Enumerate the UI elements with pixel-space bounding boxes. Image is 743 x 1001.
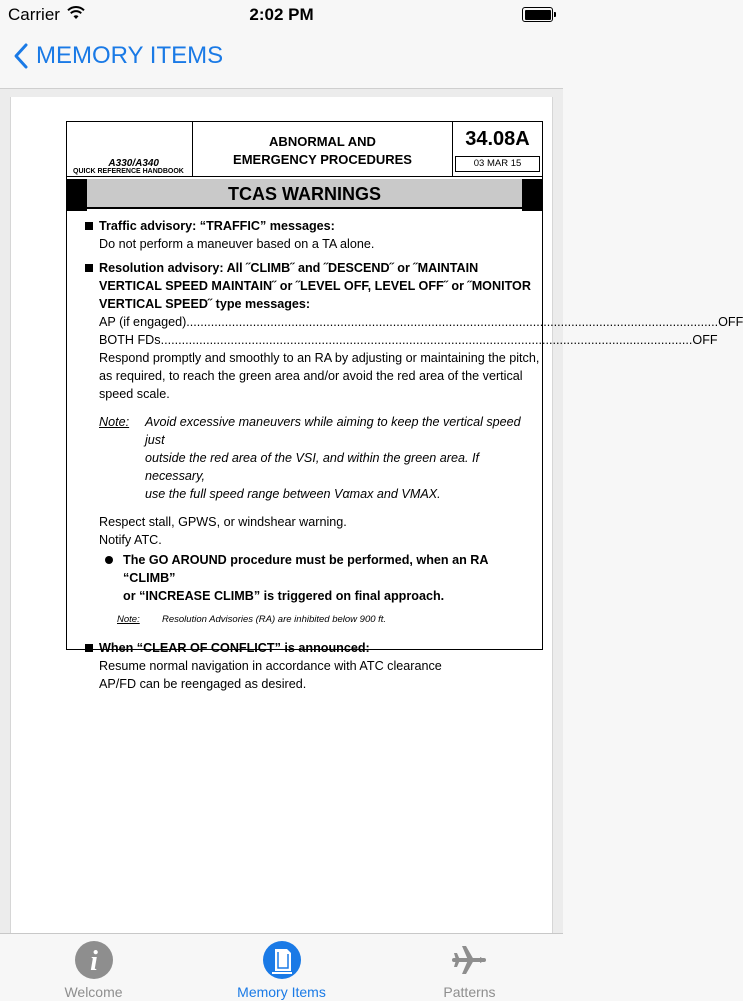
document-viewer[interactable] (0, 89, 743, 933)
clock: 2:02 PM (249, 5, 314, 24)
tab-label: Memory Items (237, 984, 326, 1000)
carrier-label: Carrier (8, 5, 60, 24)
section-title: ABNORMAL AND EMERGENCY PROCEDURES (193, 122, 453, 176)
navigation-bar (0, 30, 563, 88)
procedure-body (66, 177, 743, 691)
procedure-content (85, 217, 743, 693)
document-page (10, 97, 743, 933)
chapter-number: 34.08A (465, 128, 530, 150)
procedure-title-bar (67, 179, 542, 211)
respond-text: Respond promptly and smoothly to an RA by adjusting or maintaining the pitch, (99, 351, 540, 365)
header-left (67, 122, 193, 176)
chevron-left-icon (14, 43, 28, 69)
notify-text: Notify ATC. (99, 533, 162, 547)
tab-label: Welcome (64, 984, 123, 1000)
coc-text: Resume normal navigation in accordance with ATC clearance (99, 659, 442, 673)
ra-heading: Resolution advisory: All ˝CLIMB˝ and ˝DESCEND˝ or ˝MAINTAIN (85, 259, 540, 277)
procedure-title: TCAS WARNINGS (87, 179, 522, 209)
back-button[interactable] (14, 42, 223, 70)
small-note: Note: Resolution Advisories (RA) are inhibited below 900 ft. (117, 614, 387, 625)
coc-text: AP/FD can be reengaged as desired. (99, 677, 307, 691)
ta-heading: Traffic advisory: “TRAFFIC” messages: (85, 217, 540, 235)
ra-heading-line: VERTICAL SPEED MAINTAIN˝ or ˝LEVEL OFF, LEVEL OFF˝ or ˝MONITOR (99, 279, 531, 293)
back-label: MEMORY ITEMS (36, 42, 224, 69)
note: Note: Avoid excessive maneuvers while aiming to keep the vertical speed just outside the red area of the VSI, and within the green area. If necessary, use the full speed range between Vαmax and VMAX. (99, 415, 521, 501)
qrh-document (66, 121, 743, 691)
revision-date: 03 MAR 15 (455, 156, 540, 172)
fd-action: BOTH FDs ........................................................................................................................................................ OFF (99, 333, 718, 347)
svg-text:i: i (89, 946, 98, 977)
go-around-item: The GO AROUND procedure must be performed, when an RA “CLIMB” or “INCREASE CLIMB” is triggered on final approach. (85, 551, 540, 605)
square-bullet-icon (85, 644, 93, 652)
square-bullet-icon (85, 264, 93, 272)
airplane-icon (450, 940, 490, 980)
coc-heading: When “CLEAR OF CONFLICT” is announced: (85, 639, 540, 657)
tab-label: Patterns (443, 984, 496, 1000)
tab-memory-items[interactable] (188, 934, 375, 1001)
note-label: Note: (99, 415, 130, 429)
square-bullet-icon (85, 222, 93, 230)
header-right (453, 122, 542, 176)
ra-heading-line: VERTICAL SPEED˝ type messages: (99, 297, 311, 311)
round-bullet-icon (105, 556, 113, 564)
aircraft-type: A330/A340 (108, 158, 159, 169)
document-header (66, 121, 543, 177)
respect-text: Respect stall, GPWS, or windshear warning. (99, 515, 347, 529)
ta-text: Do not perform a maneuver based on a TA alone. (99, 237, 375, 251)
status-bar (0, 0, 563, 30)
manual-icon (262, 940, 302, 980)
tab-welcome[interactable] (0, 934, 187, 1001)
ap-action: AP (if engaged) ........................................................................................................................................................ OFF (99, 315, 743, 329)
info-icon (74, 940, 114, 980)
battery-icon (522, 7, 553, 22)
handbook-name: QUICK REFERENCE HANDBOOK (73, 168, 184, 175)
tab-patterns[interactable] (376, 934, 563, 1001)
tab-bar (0, 933, 563, 1000)
respond-text: speed scale. (99, 387, 170, 401)
respond-text: as required, to reach the green area and/or avoid the red area of the vertical (99, 369, 523, 383)
